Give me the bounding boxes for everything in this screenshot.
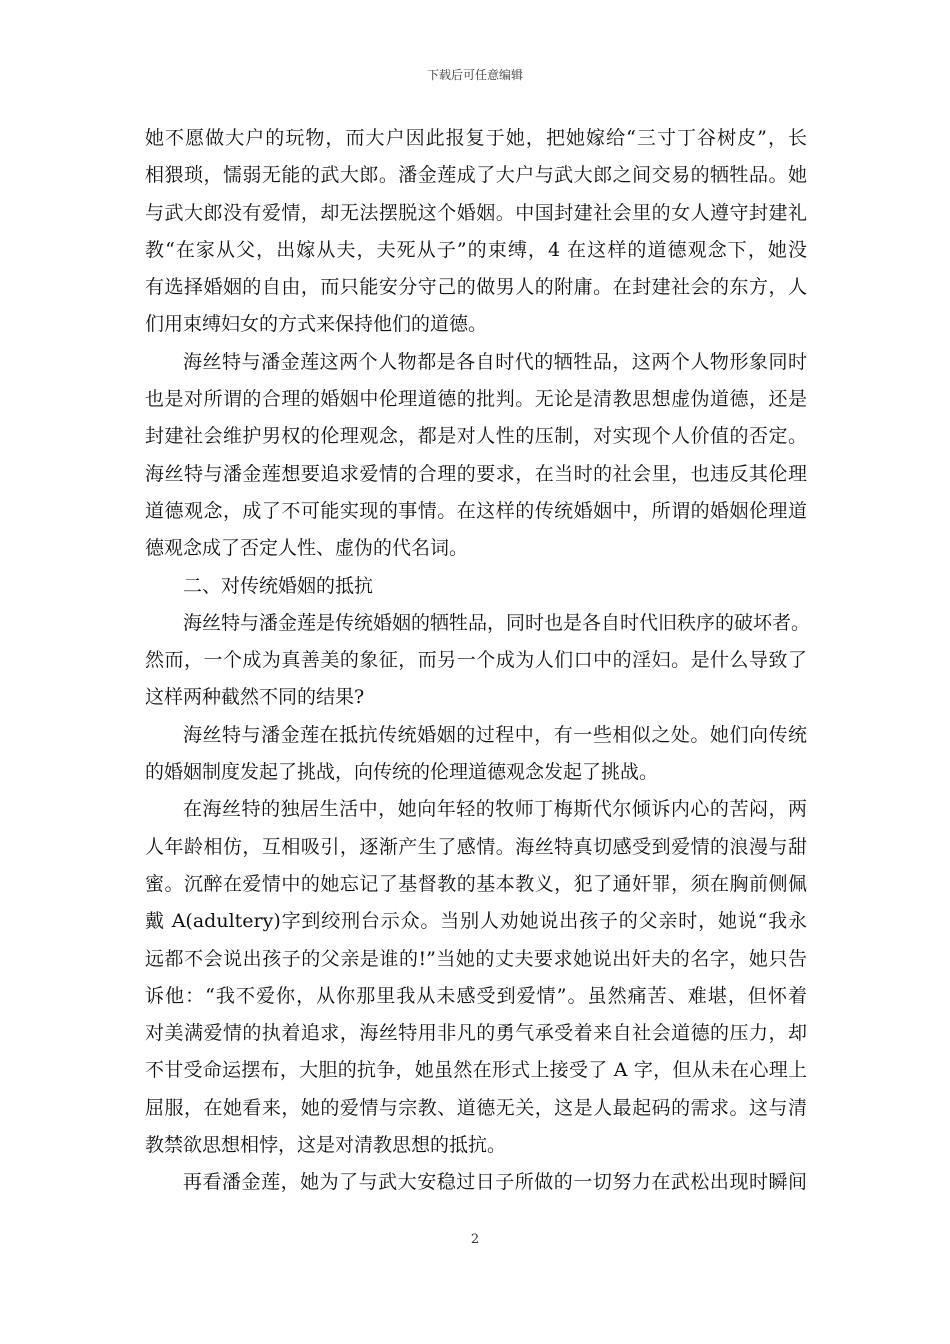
text-line: 不甘受命运摆布，大胆的抗争，她虽然在形式上接受了 A 字，但从未在心理上 (145, 1059, 807, 1082)
text-line: 诉他：“我不爱你，从你那里我从未感受到爱情”。虽然痛苦、难堪，但怀着 (145, 984, 807, 1007)
text-line: 德观念成了否定人性、虚伪的代名词。 (145, 537, 469, 560)
text-line: 们用束缚妇女的方式来保持他们的道德。 (145, 313, 488, 336)
text-line: 有选择婚姻的自由，而只能安分守己的做男人的附庸。在封建社会的东方，人 (145, 276, 807, 299)
text-line: 远都不会说出孩子的父亲是谁的!”当她的丈夫要求她说出奸夫的名字，她只告 (145, 947, 807, 970)
text-line: 人年龄相仿，互相吸引，逐渐产生了感情。海丝特真切感受到爱情的浪漫与甜 (145, 835, 807, 858)
text-line: 海丝特与潘金莲在抵抗传统婚姻的过程中，有一些相似之处。她们向传统 (183, 723, 807, 746)
section-heading: 二、对传统婚姻的抵抗 (183, 574, 374, 597)
body-text (145, 120, 811, 1202)
text-line: 在海丝特的独居生活中，她向年轻的牧师丁梅斯代尔倾诉内心的苦闷，两 (183, 798, 807, 821)
text-line: 她不愿做大户的玩物，而大户因此报复于她，把她嫁给“三寸丁谷树皮”，长 (145, 127, 807, 149)
text-line: 海丝特与潘金莲想要追求爱情的合理的要求，在当时的社会里，也违反其伦理 (145, 462, 807, 485)
text-line: 屈服，在她看来，她的爱情与宗教、道德无关，这是人最起码的需求。这与清 (145, 1096, 807, 1119)
text-line: 教“在家从父，出嫁从夫，夫死从子”的束缚，4 在这样的道德观念下，她没 (145, 238, 807, 261)
text-line: 海丝特与潘金莲这两个人物都是各自时代的牺牲品，这两个人物形象同时 (183, 350, 807, 373)
text-line: 戴 A(adultery)字到绞刑台示众。当别人劝她说出孩子的父亲时，她说“我永 (145, 910, 807, 933)
text-line: 也是对所谓的合理的婚姻中伦理道德的批判。无论是清教思想虚伪道德，还是 (145, 388, 807, 411)
text-line: 道德观念，成了不可能实现的事情。在这样的传统婚姻中，所谓的婚姻伦理道 (145, 499, 807, 522)
text-line: 这样两种截然不同的结果? (145, 686, 365, 709)
text-line: 对美满爱情的执着追求，海丝特用非凡的勇气承受着来自社会道德的压力，却 (145, 1022, 807, 1045)
text-line: 再看潘金莲，她为了与武大安稳过日子所做的一切努力在武松出现时瞬间 (183, 1171, 807, 1194)
page-number: 2 (470, 1232, 480, 1247)
text-line: 相猥琐，懦弱无能的武大郎。潘金莲成了大户与武大郎之间交易的牺牲品。她 (145, 164, 807, 187)
text-line: 蜜。沉醉在爱情中的她忘记了基督教的基本教义，犯了通奸罪，须在胸前侧佩 (145, 872, 807, 895)
text-line: 教禁欲思想相悖，这是对清教思想的抵抗。 (145, 1134, 507, 1157)
text-line: 然而，一个成为真善美的象征，而另一个成为人们口中的淫妇。是什么导致了 (145, 649, 807, 672)
text-line: 封建社会维护男权的伦理观念，都是对人性的压制，对实现个人价值的否定。 (145, 425, 807, 448)
page-header: 下载后可任意编辑 (426, 68, 523, 82)
text-line: 海丝特与潘金莲是传统婚姻的牺牲品，同时也是各自时代旧秩序的破坏者。 (183, 611, 811, 634)
text-line: 的婚姻制度发起了挑战，向传统的伦理道德观念发起了挑战。 (145, 761, 659, 784)
text-line: 与武大郎没有爱情，却无法摆脱这个婚姻。中国封建社会里的女人遵守封建礼 (145, 201, 807, 224)
